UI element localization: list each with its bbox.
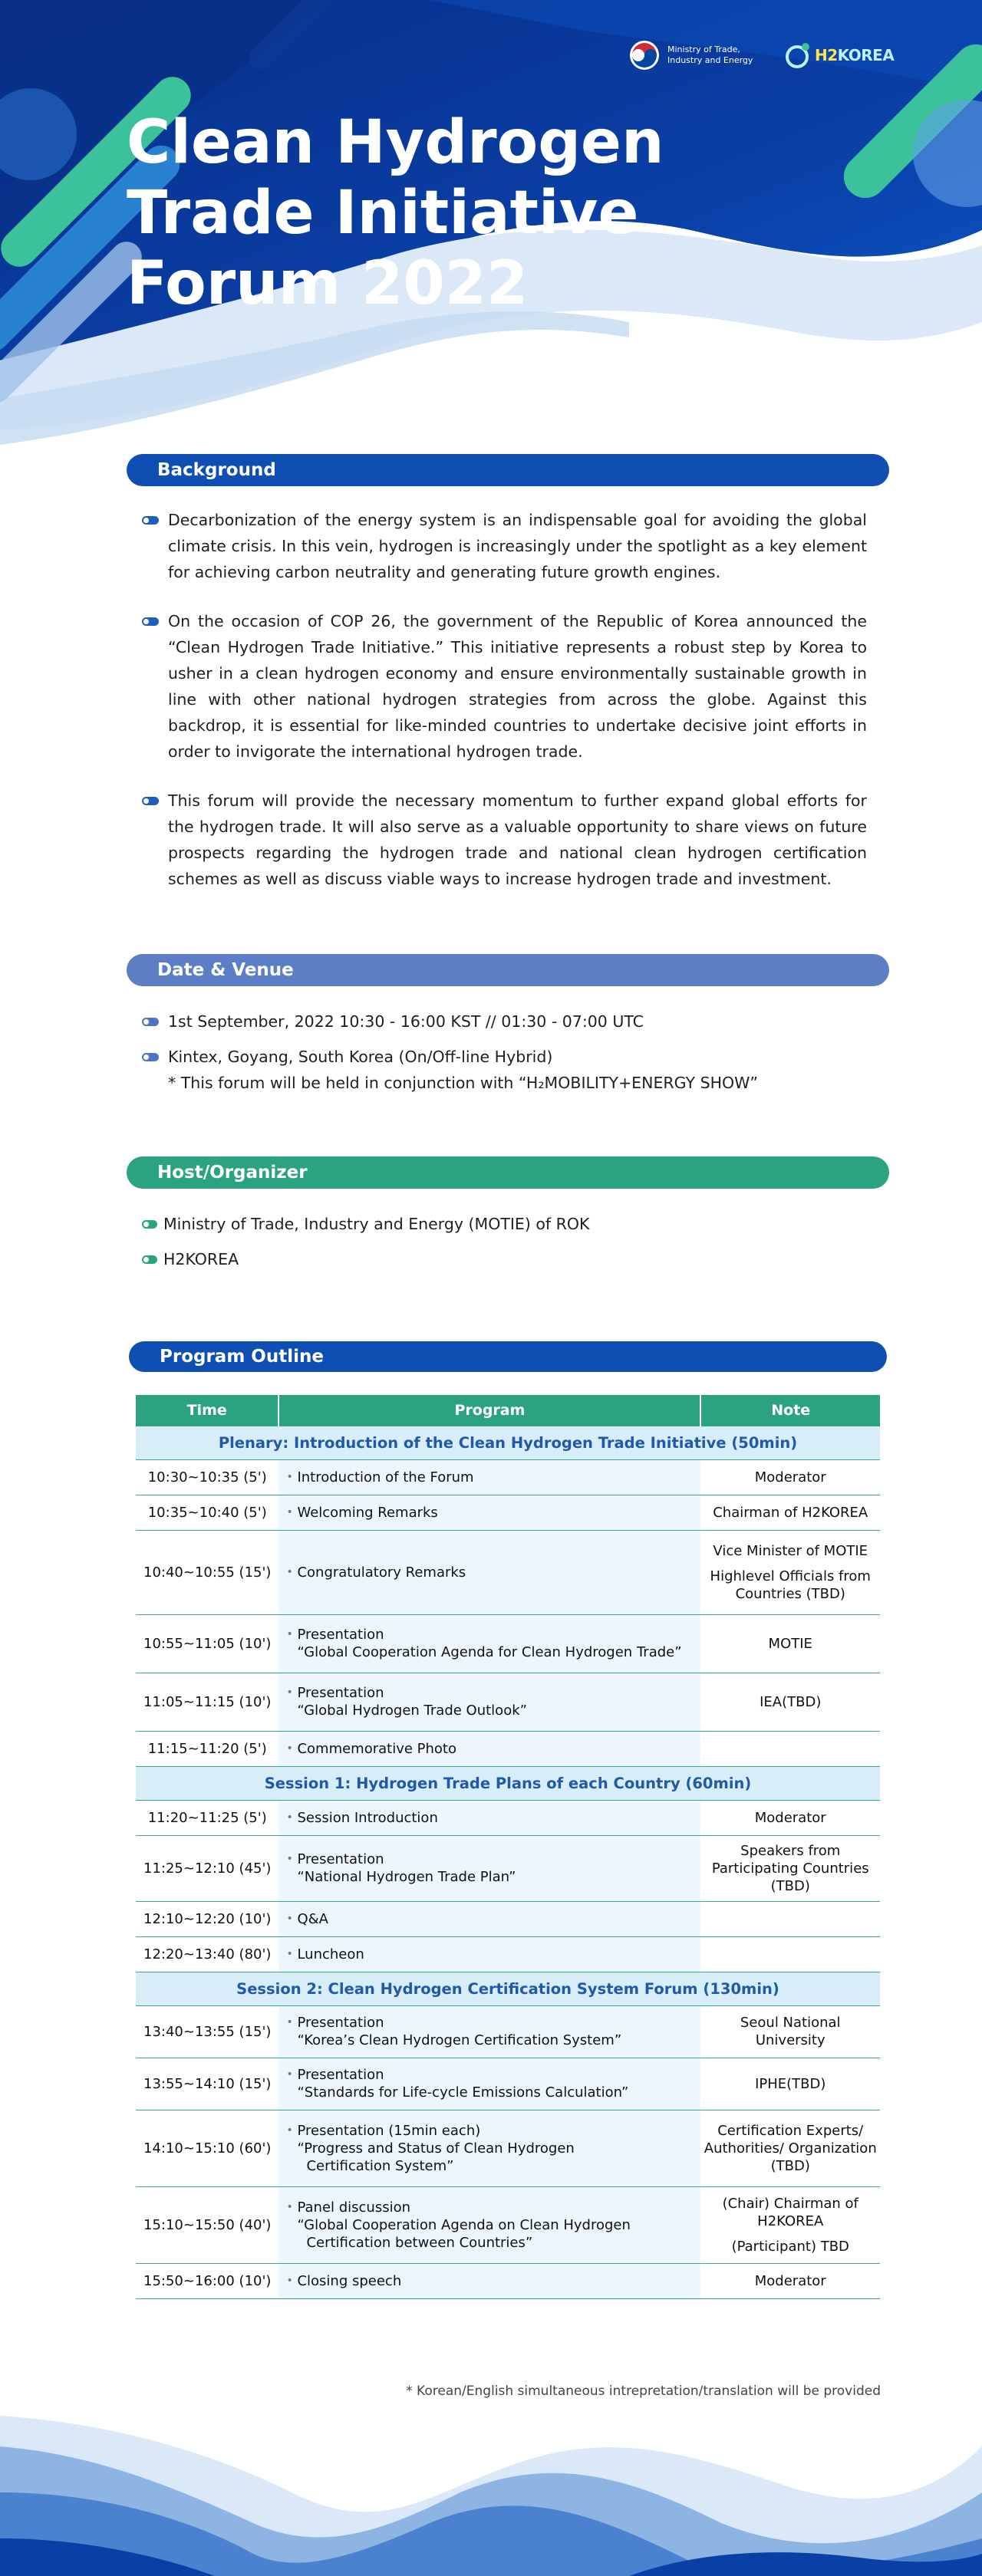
note-cell — [700, 2058, 880, 2110]
h2korea-mark-icon — [783, 41, 812, 70]
time-cell: 15:50~16:00 (10') — [136, 2263, 278, 2298]
program-title: • Presentation — [286, 2066, 693, 2084]
program-cell — [278, 2110, 700, 2186]
time-cell: 11:25~12:10 (45') — [136, 1835, 278, 1901]
note-text: Certification Experts/ Authorities/ Organization (TBD) — [704, 2122, 877, 2174]
note-cell — [700, 2110, 880, 2186]
column-header-program: Program — [278, 1395, 700, 1426]
interpretation-footnote: * Korean/English simultaneous intrepretation/translation will be provided — [406, 2384, 881, 2399]
program-heading: Program Outline — [129, 1341, 887, 1372]
note-text: (Chair) Chairman of H2KOREA — [722, 2195, 858, 2229]
host-heading: Host/Organizer — [127, 1156, 889, 1189]
program-title: • Presentation — [286, 2014, 693, 2032]
session-2-row — [136, 1972, 880, 2005]
program-title: • Congratulatory Remarks — [286, 1564, 693, 1581]
time-cell: 10:40~10:55 (15') — [136, 1530, 278, 1614]
table-row — [136, 1530, 880, 1614]
column-header-note: Note — [700, 1395, 880, 1426]
footer-wave-graphic — [0, 2400, 982, 2576]
time-cell: 12:20~13:40 (80') — [136, 1936, 278, 1972]
table-header-row — [136, 1395, 880, 1426]
time-cell: 11:05~11:15 (10') — [136, 1673, 278, 1731]
title-line-1: Clean Hydrogen — [127, 108, 664, 177]
note-text: Moderator — [754, 1469, 826, 1485]
time-cell: 13:55~14:10 (15') — [136, 2058, 278, 2110]
program-cell — [278, 2263, 700, 2298]
note-text: Speakers from Participating Countries (TBD) — [711, 1842, 869, 1894]
date-venue-list — [142, 1008, 867, 1096]
hero-banner — [0, 0, 982, 506]
plenary-session-row-title: Plenary: Introduction of the Clean Hydrogen Trade Initiative (50min) — [136, 1426, 880, 1459]
program-subtitle: “Global Cooperation Agenda for Clean Hydrogen Trade” — [297, 1644, 682, 1660]
note-cell — [700, 1835, 880, 1901]
note-cell — [700, 1495, 880, 1530]
program-cell — [278, 2005, 700, 2058]
note-text: Chairman of H2KOREA — [713, 1504, 868, 1521]
program-title: • Introduction of the Forum — [286, 1469, 693, 1486]
background-heading: Background — [127, 454, 889, 486]
note-text: Moderator — [754, 1809, 826, 1826]
note-cell — [700, 1614, 880, 1673]
program-cell — [278, 1530, 700, 1614]
program-cell — [278, 1901, 700, 1936]
title-line-3: Forum 2022 — [127, 249, 529, 318]
bullet-icon — [142, 1053, 159, 1061]
program-cell — [278, 1459, 700, 1495]
program-title: • Welcoming Remarks — [286, 1504, 693, 1522]
table-row — [136, 1614, 880, 1673]
time-cell: 13:40~13:55 (15') — [136, 2005, 278, 2058]
session-1-row-title: Session 1: Hydrogen Trade Plans of each Country (60min) — [136, 1766, 880, 1800]
background-paragraph-1: Decarbonization of the energy system is an indispensable goal for avoiding the global climate crisis. In this vein, hydrogen is increasingly under the spotlight as a key element for achieving carbon neutrality and generating future growth engines. — [142, 507, 867, 585]
event-date: 1st September, 2022 10:30 - 16:00 KST // 01:30 - 07:00 UTC — [142, 1008, 867, 1035]
table-row — [136, 1495, 880, 1530]
program-title: • Presentation — [286, 1626, 693, 1643]
host-list — [142, 1211, 867, 1272]
h2korea-logo — [783, 41, 894, 70]
program-title: • Presentation — [286, 1684, 693, 1702]
note-text: MOTIE — [768, 1635, 812, 1652]
program-title: • Luncheon — [286, 1946, 693, 1963]
host-item-h2korea: H2KOREA — [142, 1246, 867, 1272]
program-cell — [278, 2186, 700, 2263]
ministry-logo — [629, 40, 760, 71]
ministry-logo-text: Ministry of Trade, Industry and Energy — [667, 44, 753, 65]
note-cell — [700, 1800, 880, 1835]
table-row — [136, 1901, 880, 1936]
time-cell: 10:55~11:05 (10') — [136, 1614, 278, 1673]
bullet-icon — [142, 516, 159, 525]
program-table — [136, 1395, 880, 2299]
table-row — [136, 2005, 880, 2058]
bullet-icon — [142, 617, 159, 626]
note-text: Vice Minister of MOTIE — [713, 1542, 868, 1559]
note-text: Moderator — [754, 2272, 826, 2289]
program-subtitle: “Standards for Life-cycle Emissions Calculation” — [297, 2084, 629, 2101]
bullet-icon — [142, 1255, 157, 1264]
program-subtitle: “Global Hydrogen Trade Outlook” — [297, 1703, 527, 1719]
program-cell — [278, 1614, 700, 1673]
h2korea-logo-text: H2KOREA — [815, 46, 895, 64]
program-cell — [278, 1835, 700, 1901]
note-cell — [700, 1673, 880, 1731]
time-cell: 15:10~15:50 (40') — [136, 2186, 278, 2263]
note-cell — [700, 1459, 880, 1495]
footer-waves — [0, 2400, 982, 2576]
date-venue-heading: Date & Venue — [127, 954, 889, 986]
time-cell: 14:10~15:10 (60') — [136, 2110, 278, 2186]
program-title: • Panel discussion — [286, 2199, 693, 2216]
background-paragraph-3: This forum will provide the necessary momentum to further expand global efforts for the hydrogen trade. It will also serve as a valuable opportunity to share views on future prospects regarding the hydrogen trade and national clean hydrogen certification schemes as well as discuss viable ways to increase hydrogen trade and investment. — [142, 788, 867, 892]
note-cell — [700, 1731, 880, 1766]
session-1-row — [136, 1766, 880, 1800]
table-row — [136, 1936, 880, 1972]
plenary-session-row — [136, 1426, 880, 1459]
note-cell — [700, 2263, 880, 2298]
background-paragraph-2: On the occasion of COP 26, the government of the Republic of Korea announced the “Clean Hydrogen Trade Initiative.” This initiative represents a robust step by Korea to usher in a clean hydrogen economy and ensure environmentally sustainable growth in line with other national hydrogen strategies from across the globe. Against this backdrop, it is essential for like-minded countries to undertake decisive joint efforts in order to invigorate the international hydrogen trade. — [142, 608, 867, 765]
title-line-2: Trade Initiative — [127, 179, 639, 248]
note-cell — [700, 1936, 880, 1972]
session-2-row-title: Session 2: Clean Hydrogen Certification System Forum (130min) — [136, 1972, 880, 2005]
note-cell — [700, 1901, 880, 1936]
time-cell: 10:35~10:40 (5') — [136, 1495, 278, 1530]
program-title: • Presentation — [286, 1851, 693, 1868]
note-cell — [700, 2005, 880, 2058]
host-item-motie: Ministry of Trade, Industry and Energy (MOTIE) of ROK — [142, 1211, 867, 1237]
note-cell — [700, 1530, 880, 1614]
background-list — [142, 507, 867, 892]
event-venue: Kintex, Goyang, South Korea (On/Off-line Hybrid) — [142, 1044, 867, 1070]
program-cell — [278, 1731, 700, 1766]
bullet-icon — [142, 1018, 159, 1026]
bullet-icon — [142, 797, 159, 805]
bullet-icon — [142, 1220, 157, 1229]
time-cell: 11:20~11:25 (5') — [136, 1800, 278, 1835]
program-cell — [278, 1673, 700, 1731]
program-subtitle-cont: Certification between Countries” — [306, 2234, 533, 2251]
table-row — [136, 1835, 880, 1901]
table-row — [136, 1673, 880, 1731]
program-subtitle: “Global Cooperation Agenda on Clean Hydrogen — [297, 2216, 631, 2233]
table-row — [136, 2263, 880, 2298]
note-cell — [700, 2186, 880, 2263]
program-cell — [278, 1495, 700, 1530]
table-row — [136, 2186, 880, 2263]
note-text: IEA(TBD) — [760, 1693, 822, 1710]
time-cell: 11:15~11:20 (5') — [136, 1731, 278, 1766]
table-row — [136, 2058, 880, 2110]
program-subtitle: “Korea’s Clean Hydrogen Certification System” — [297, 2032, 622, 2048]
program-title: • Presentation (15min each) — [286, 2122, 693, 2140]
logo-group — [629, 40, 894, 71]
program-cell — [278, 1800, 700, 1835]
note-text: IPHE(TBD) — [755, 2075, 826, 2092]
table-row — [136, 2110, 880, 2186]
program-title: • Q&A — [286, 1910, 693, 1928]
table-row — [136, 1800, 880, 1835]
program-title: • Session Introduction — [286, 1809, 693, 1827]
taegeuk-icon — [629, 40, 660, 71]
program-title: • Closing speech — [286, 2272, 693, 2290]
venue-note: * This forum will be held in conjunction with “H₂MOBILITY+ENERGY SHOW” — [168, 1074, 759, 1092]
table-row — [136, 1459, 880, 1495]
program-cell — [278, 1936, 700, 1972]
program-subtitle-cont: Certification System” — [306, 2157, 454, 2174]
table-row — [136, 1731, 880, 1766]
program-subtitle: “Progress and Status of Clean Hydrogen — [297, 2140, 575, 2157]
column-header-time: Time — [136, 1395, 278, 1426]
note-text: Seoul National University — [740, 2015, 841, 2048]
time-cell: 10:30~10:35 (5') — [136, 1459, 278, 1495]
program-subtitle: “National Hydrogen Trade Plan” — [297, 1869, 516, 1885]
time-cell: 12:10~12:20 (10') — [136, 1901, 278, 1936]
program-cell — [278, 2058, 700, 2110]
page-title — [127, 107, 664, 319]
note-text-secondary: Highlevel Officials from Countries (TBD) — [710, 1568, 871, 1602]
program-title: • Commemorative Photo — [286, 1740, 693, 1758]
note-text-secondary: (Participant) TBD — [731, 2238, 849, 2255]
